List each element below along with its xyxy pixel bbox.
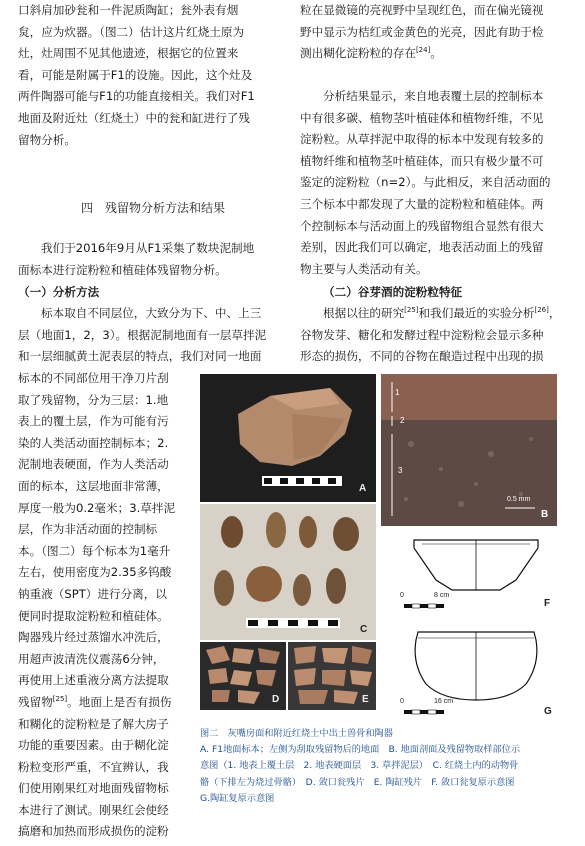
scale-bar bbox=[404, 604, 444, 608]
subsection-title-methods: （一）分析方法 bbox=[18, 285, 100, 299]
text-line: 层（地面1，2，3）。根据泥制地面有一层草拌泥 bbox=[18, 327, 267, 342]
text-segment: ， bbox=[548, 306, 561, 320]
text-line: 粒在显微镜的亮视野中呈现红色，而在偏光镜视 bbox=[300, 3, 544, 17]
right-para-1 bbox=[300, 0, 568, 65]
caption-line: A. F1地面标本；左侧为刮取残留物后的地面 B. 地面剖面及残留物取样部位示 bbox=[200, 744, 521, 756]
text-line: 标本的不同部位用干净刀片刮 bbox=[18, 371, 169, 385]
caption-title: 图二 灰嘴房面和附近红烧土中出土兽骨和陶器 bbox=[200, 728, 393, 739]
text-line: 两件陶器可能与F1的功能直接相关。我们对F1 bbox=[18, 89, 255, 104]
text-line: 标本取自不同层位，大致分为下、中、上三 bbox=[41, 306, 262, 320]
text-line: 功能的重要因素。由于糊化淀 bbox=[18, 738, 169, 753]
text-line: 我们于2016年9月从F1采集了数块泥制地 bbox=[41, 241, 255, 255]
text-line: 形态的损伤，不同的谷物在酿造过程中出现的损 bbox=[300, 349, 544, 364]
text-line: 炱，应为炊器。（图二）估计这片红烧土原为 bbox=[18, 24, 245, 39]
text-line: 谷物发芽、糖化和发酵过程中淀粉粒会显示多种 bbox=[300, 327, 544, 342]
text-line: 本进行了测试。刚果红会使经 bbox=[18, 802, 169, 817]
scale-label-start: 0 bbox=[400, 698, 404, 705]
text-line: 鉴定的淀粉粒（n=2）。与此相反，来自活动面的 bbox=[300, 175, 551, 190]
caption-line: G.陶缸复原示意图 bbox=[200, 792, 275, 804]
urn-reconstruction-drawing bbox=[386, 626, 566, 722]
text-segment: 测出糊化淀粉粒的存在 bbox=[300, 46, 416, 61]
text-line: 陶器残片经过蒸馏水冲洗后， bbox=[18, 630, 169, 645]
text-line: 和一层细腻黄土泥表层的特点，我们对同一地面 bbox=[18, 349, 262, 364]
figure-panel-f bbox=[386, 532, 566, 618]
text-line: 左右，使用密度为2.35多钨酸 bbox=[18, 565, 172, 580]
text-line bbox=[300, 43, 568, 65]
text-line: 取了残留物，分为三层：1.地 bbox=[18, 392, 169, 407]
panel-label-d: D bbox=[272, 694, 280, 705]
animal-bones-image bbox=[200, 504, 376, 640]
text-line: 看，可能是附属于F1的设施。因此，这个灶及 bbox=[18, 67, 253, 82]
caption-line: 骼（下排左为烧过骨骼） D. 敛口瓮残片 E. 陶缸残片 F. 敛口瓮复原示意图 bbox=[200, 776, 515, 788]
figure-panel-c bbox=[200, 504, 376, 640]
figure-panel-b bbox=[381, 374, 557, 526]
scale-label-end: 16 cm bbox=[434, 698, 454, 705]
floor-specimen-image bbox=[200, 374, 376, 502]
caption-line: 意图（1. 地表上覆土层 2. 地表硬面层 3. 草拌泥层） C. 红烧土内的动物骨 bbox=[200, 760, 519, 772]
text-line: 层，作为非活动面的控制标 bbox=[18, 522, 158, 537]
text-line: 物主要与人类活动有关。 bbox=[300, 261, 428, 276]
subsection-title-starch: （二）谷芽酒的淀粉粒特征 bbox=[323, 285, 463, 299]
figure-panel-d bbox=[200, 642, 286, 710]
text-line: 个控制标本与活动面上的残留物组合显然有很大 bbox=[300, 218, 544, 233]
text-line: 们使用刚果红对地面残留物标 bbox=[18, 781, 169, 796]
left-para-3 bbox=[18, 303, 288, 368]
scale-bar bbox=[404, 710, 444, 714]
text-line: 搞磨和加热而形成损伤的淀粉 bbox=[18, 824, 169, 839]
text-line: 厚度一般为0.2毫米；3.草拌泥 bbox=[18, 500, 176, 515]
panel-label-b: B bbox=[541, 509, 549, 520]
figure-panel-a bbox=[200, 374, 376, 502]
text-line: 和糊化的淀粉粒是了解大房子 bbox=[18, 716, 169, 731]
text-line: 三个标本中都发现了大量的淀粉粒和植硅体。两 bbox=[300, 196, 544, 211]
text-line: 灶，灶周围不见其他遗迹，根据它的位置来 bbox=[18, 46, 239, 61]
right-para-2 bbox=[300, 86, 568, 280]
layer-mark-1: 1 bbox=[395, 388, 400, 397]
figure-caption bbox=[200, 726, 568, 807]
citation-ref: [25] bbox=[52, 695, 68, 704]
panel-label-a: A bbox=[359, 483, 367, 494]
text-line bbox=[300, 303, 568, 325]
text-line: 口斜肩加砂瓮和一件泥质陶缸；瓮外表有烟 bbox=[18, 3, 239, 17]
jar-reconstruction-drawing bbox=[386, 532, 566, 618]
text-line: 钠重液（SPT）进行分离，以 bbox=[18, 586, 167, 601]
text-line: 植物纤维和植物茎叶植硅体，而只有极少量不可 bbox=[300, 153, 544, 168]
text-line: 分析结果显示，来自地表覆土层的控制标本 bbox=[323, 89, 544, 103]
left-para-1 bbox=[18, 0, 288, 151]
right-para-3 bbox=[300, 303, 568, 368]
panel-label-f: F bbox=[544, 598, 551, 609]
text-line: 中有很多碳、植物茎叶植硅体和植物纤维，不见 bbox=[300, 110, 544, 125]
text-line: 便同时提取淀粉粒和植硅体。 bbox=[18, 608, 169, 623]
text-line: 泥制地表硬面，作为人类活动 bbox=[18, 457, 169, 472]
section-title: 四 残留物分析方法和结果 bbox=[80, 201, 225, 215]
text-line: 差别，因此我们可以确定，地表活动面上的残留 bbox=[300, 240, 544, 255]
panel-label-e: E bbox=[362, 694, 369, 705]
scale-label-end: 8 cm bbox=[434, 592, 450, 599]
layer-mark-3: 3 bbox=[398, 466, 403, 475]
scale-label-start: 0 bbox=[400, 592, 404, 599]
text-line: 淀粉粒。从草拌泥中取得的标本中发现有较多的 bbox=[300, 132, 544, 147]
scale-label: 0.5 mm bbox=[507, 496, 531, 503]
citation-ref: [26] bbox=[534, 306, 549, 315]
figure-panel-g bbox=[386, 626, 566, 722]
layer-mark-2: 2 bbox=[400, 416, 405, 425]
floor-profile-image bbox=[381, 374, 557, 526]
text-line: 面标本进行淀粉粒和植硅体残留物分析。 bbox=[18, 262, 227, 277]
left-para-2 bbox=[18, 238, 288, 281]
citation-ref: [24] bbox=[415, 46, 431, 55]
text-line: 地面及附近灶（红烧土）中的瓮和缸进行了残 bbox=[18, 110, 250, 125]
figure-panel-e bbox=[288, 642, 376, 710]
text-segment: 和我们最近的实验分析 bbox=[418, 306, 535, 320]
text-line bbox=[18, 692, 194, 714]
text-line: 留物分析。 bbox=[18, 132, 76, 147]
text-line: 粉粒变形严重，不宜辨认，我 bbox=[18, 759, 169, 774]
text-line: 本。（图二）每个标本为1毫升 bbox=[18, 543, 171, 558]
text-line: 用超声波清洗仪震荡6分钟， bbox=[18, 651, 165, 666]
text-segment: 。 bbox=[430, 46, 442, 61]
panel-label-c: C bbox=[360, 624, 368, 635]
text-line: 染的人类活动面控制标本；2. bbox=[18, 435, 169, 450]
text-segment: 。地面上是否有损伤 bbox=[67, 694, 172, 709]
left-para-3-narrow bbox=[18, 368, 194, 843]
citation-ref: [25] bbox=[404, 306, 419, 315]
text-line: 再使用上述重液分离方法提取 bbox=[18, 673, 169, 688]
text-segment: 残留物 bbox=[18, 694, 53, 709]
text-segment: 根据以往的研究 bbox=[323, 306, 405, 320]
panel-label-g: G bbox=[544, 706, 552, 717]
text-line: 野中显示为桔红或金黄色的光亮，因此有助于检 bbox=[300, 24, 544, 39]
text-line: 面的标本，这层地面非常薄， bbox=[18, 478, 169, 493]
text-line: 表上的覆土层，作为可能有污 bbox=[18, 414, 169, 429]
